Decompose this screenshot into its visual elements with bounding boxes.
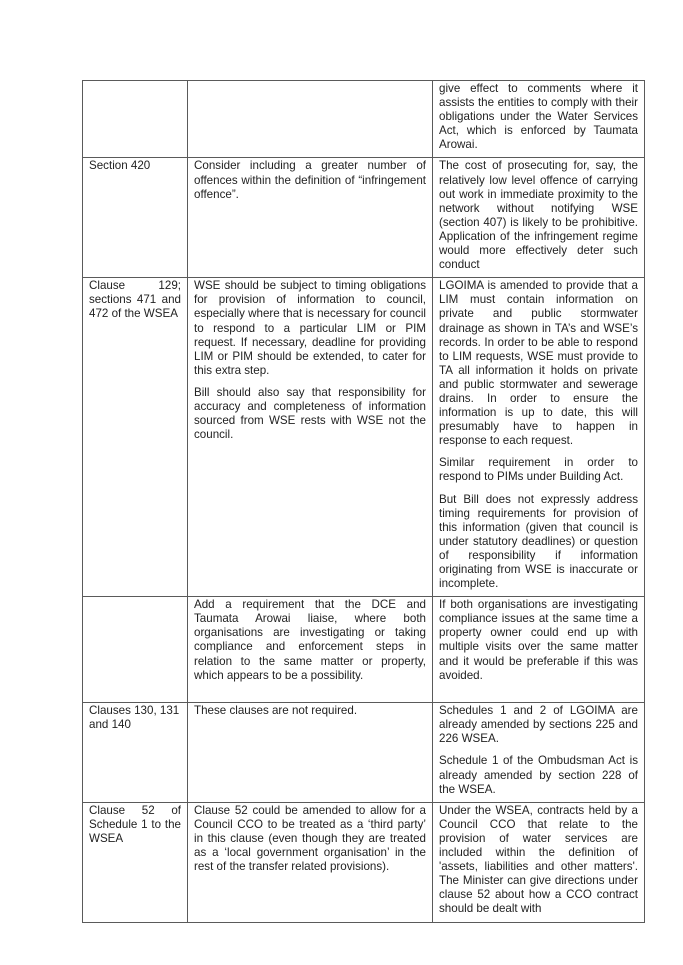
submission-table bbox=[82, 80, 645, 923]
submission-cell: These clauses are not required. bbox=[188, 703, 433, 803]
reason-paragraph: Schedule 1 of the Ombudsman Act is already amended by section 228 of the WSEA. bbox=[439, 754, 638, 796]
reason-cell bbox=[433, 597, 645, 703]
submission-cell: Consider including a greater number of offences within the definition of “infringement offence”. bbox=[188, 158, 433, 278]
reason-paragraph: give effect to comments where it assists the entities to comply with their obligations under the Water Services Act, which is enforced by Taumata Arowai. bbox=[439, 82, 638, 152]
reason-paragraph: But Bill does not expressly address timing requirements for provision of this information (given that council is under statutory deadlines) or question of responsibility if information originating from WSE is inaccurate or incomplete. bbox=[439, 492, 638, 591]
submission-cell bbox=[188, 278, 433, 597]
submission-paragraph: Bill should also say that responsibility for accuracy and completeness of information sourced from WSE rests with WSE not the council. bbox=[194, 385, 426, 442]
submission-cell: Clause 52 could be amended to allow for a Council CCO to be treated as a ‘third party’ in this clause (even though they are treated as a ‘local government organisation’ in the rest of the transfer related provisions). bbox=[188, 802, 433, 922]
table-row bbox=[83, 278, 645, 597]
clause-cell: Clause 129; sections 471 and 472 of the WSEA bbox=[83, 278, 188, 597]
reason-paragraph: Schedules 1 and 2 of LGOIMA are already amended by sections 225 and 226 WSEA. bbox=[439, 704, 638, 746]
clause-cell: Clauses 130, 131 and 140 bbox=[83, 703, 188, 803]
table-row bbox=[83, 158, 645, 278]
clause-cell: Clause 52 of Schedule 1 to the WSEA bbox=[83, 802, 188, 922]
clause-cell bbox=[83, 81, 188, 158]
submission-cell bbox=[188, 81, 433, 158]
reason-cell bbox=[433, 158, 645, 278]
reason-cell bbox=[433, 81, 645, 158]
reason-paragraph: LGOIMA is amended to provide that a LIM must contain information on private and public stormwater drainage as shown in TA’s and WSE’s records. In order to be able to respond to LIM requests, WSE must provide to TA all information it holds on private and public stormwater and sewerage drains. In order to ensure the information is up to date, this will presumably have to happen in response to each request. bbox=[439, 279, 638, 448]
table-row bbox=[83, 597, 645, 703]
reason-paragraph: If both organisations are investigating compliance issues at the same time a property owner could end up with multiple visits over the same matter and it would be preferable if this was avoided. bbox=[439, 598, 638, 682]
reason-paragraph: The cost of prosecuting for, say, the relatively low level offence of carrying out work in immediate proximity to the network without notifying WSE (section 407) is likely to be prohibitive. Application of the infringement regime would more effectively deter such conduct bbox=[439, 159, 638, 272]
reason-cell bbox=[433, 802, 645, 922]
reason-cell bbox=[433, 278, 645, 597]
clause-cell: Section 420 bbox=[83, 158, 188, 278]
clause-cell bbox=[83, 597, 188, 703]
table-row bbox=[83, 81, 645, 158]
table-row bbox=[83, 703, 645, 803]
submission-paragraph: WSE should be subject to timing obligations for provision of information to council, especially where that is necessary for council to respond to a particular LIM or PIM request. If necessary, deadline for providing LIM or PIM should be extended, to cater for this extra step. bbox=[194, 279, 426, 377]
table-row bbox=[83, 802, 645, 922]
reason-paragraph: Under the WSEA, contracts held by a Council CCO that relate to the provision of water services are included within the definition of 'assets, liabilities and other matters'. The Minister can give directions under clause 52 about how a CCO contract should be dealt with bbox=[439, 803, 638, 916]
reason-paragraph: Similar requirement in order to respond to PIMs under Building Act. bbox=[439, 456, 638, 484]
submission-cell: Add a requirement that the DCE and Taumata Arowai liaise, where both organisations are investigating or taking compliance and enforcement steps in relation to the same matter or property, which appears to be a possibility. bbox=[188, 597, 433, 703]
reason-cell bbox=[433, 703, 645, 803]
